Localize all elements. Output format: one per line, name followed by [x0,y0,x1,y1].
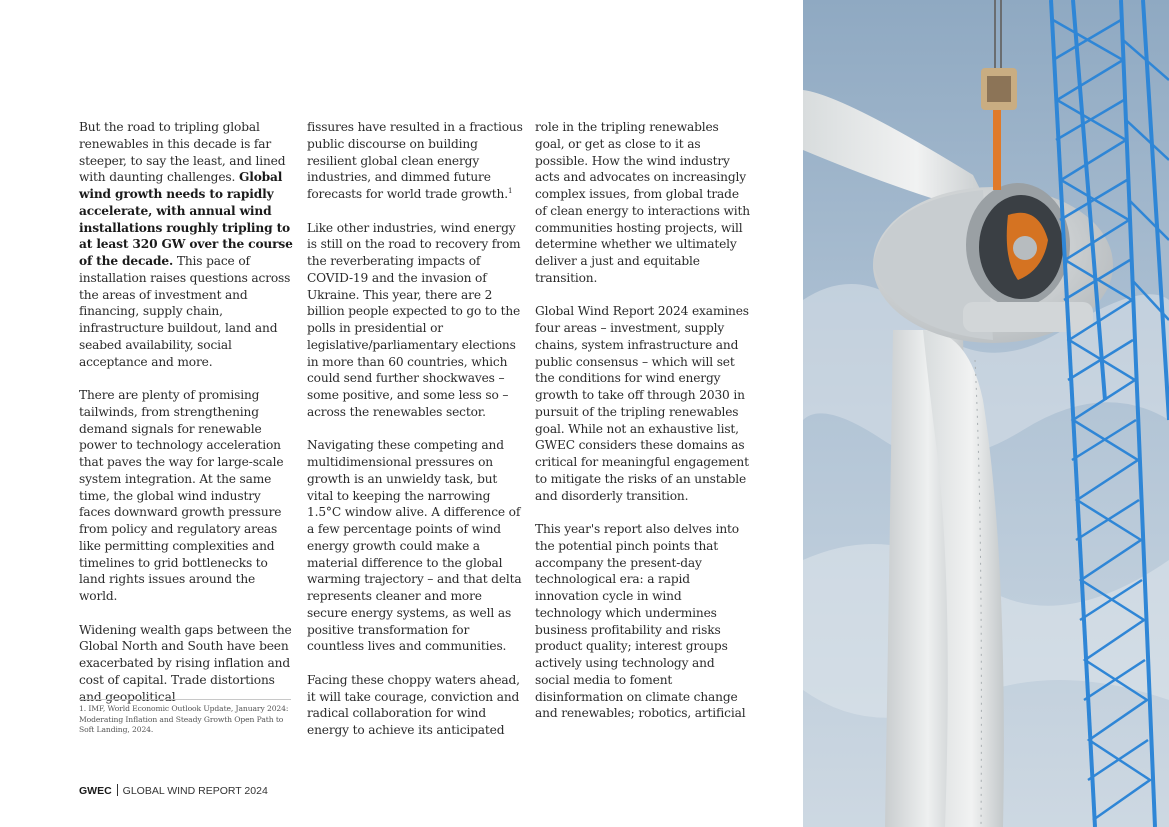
footer-separator [117,784,118,796]
paragraph: This year's report also delves into the potential pinch points that accompany the present-day technological era: a rapid innovation cycle in wind technology which undermines business profitability and risks product quality; interest groups actively using technology and social media to foment disinformation on climate change and renewables; robotics, artificial [535,522,746,721]
paragraph: role in the tripling renewables goal, or get as close to it as possible. How the wind industry acts and advocates on increasingly complex issues, from global trade of clean energy to interactions with communities hosting projects, will determine whether we ultimately deliver a just and equitable transition. [535,120,750,285]
page-footer [79,784,268,797]
paragraph: Navigating these competing and multidimensional pressures on growth is an unwieldy task, but vital to keeping the narrowing 1.5°C window alive. A difference of a few percentage points of wind energy growth could make a material difference to the global warming trajectory – and that delta represents cleaner and more secure energy systems, as well as positive transformation for countless lives and communities. [307,438,522,654]
footnote: 1. IMF, World Economic Outlook Update, January 2024: Moderating Inflation and Steady Growth Open Path to Soft Landing, 2024. [79,704,289,734]
turbine-photo [803,0,1169,827]
footnote-ref[interactable]: 1 [507,186,513,195]
paragraph: Global Wind Report 2024 examines four areas – investment, supply chains, system infrastructure and public consensus – which will set the conditions for wind energy growth to take off through 2030 in pursuit of the tripling renewables goal. While not an exhaustive list, GWEC considers these domains as critical for meaningful engagement to mitigate the risks of an unstable and disorderly transition. [535,304,749,503]
bold-highlight: Global wind growth needs to rapidly accelerate, with annual wind installations roughly tripling to at least 320 GW over the course of the decade. [79,170,293,268]
paragraph: Like other industries, wind energy is still on the road to recovery from the reverberating impacts of COVID-19 and the invasion of Ukraine. This year, there are 2 billion people expected to go to the polls in presidential or legislative/parliamentary elections in more than 60 countries, which could send further shockwaves – some positive, and some less so – across the renewables sector. [307,220,521,419]
paragraph: There are plenty of promising tailwinds, from strengthening demand signals for renewable power to technology acceleration that paves the way for large-scale system integration. At the same time, the global wind industry faces downward growth pressure from policy and regulatory areas like permitting complexities and timelines to grid bottlenecks to land rights issues around the world. [79,388,284,603]
paragraph: Facing these choppy waters ahead, it will take courage, conviction and radical collaboration for wind energy to achieve its anticipated [307,672,520,737]
text-column-1 [79,119,295,705]
text-column-3 [535,119,751,722]
paragraph: fissures have resulted in a fractious public discourse on building resilient global clean energy industries, and dimmed future forecasts for world trade growth.$^1$ [307,120,523,201]
footer-brand: GWEC [79,785,112,797]
paragraph: Widening wealth gaps between the Global North and South have been exacerbated by rising inflation and cost of capital. Trade distortions and geopolitical [79,622,292,704]
footer-title: GLOBAL WIND REPORT 2024 [122,785,268,797]
footnote-divider [79,699,291,700]
text-column-2 [307,119,523,739]
paragraph: But the road to tripling global renewables in this decade is far steeper, to say the least, and lined with daunting challenges. Global wind growth needs to rapidly accelerate, with annual wind installations roughly tripling to at least 320 GW over the course of the decade. This pace of installation raises questions across the areas of investment and financing, supply chain, infrastructure buildout, land and seabed availability, social acceptance and more. [79,120,293,369]
